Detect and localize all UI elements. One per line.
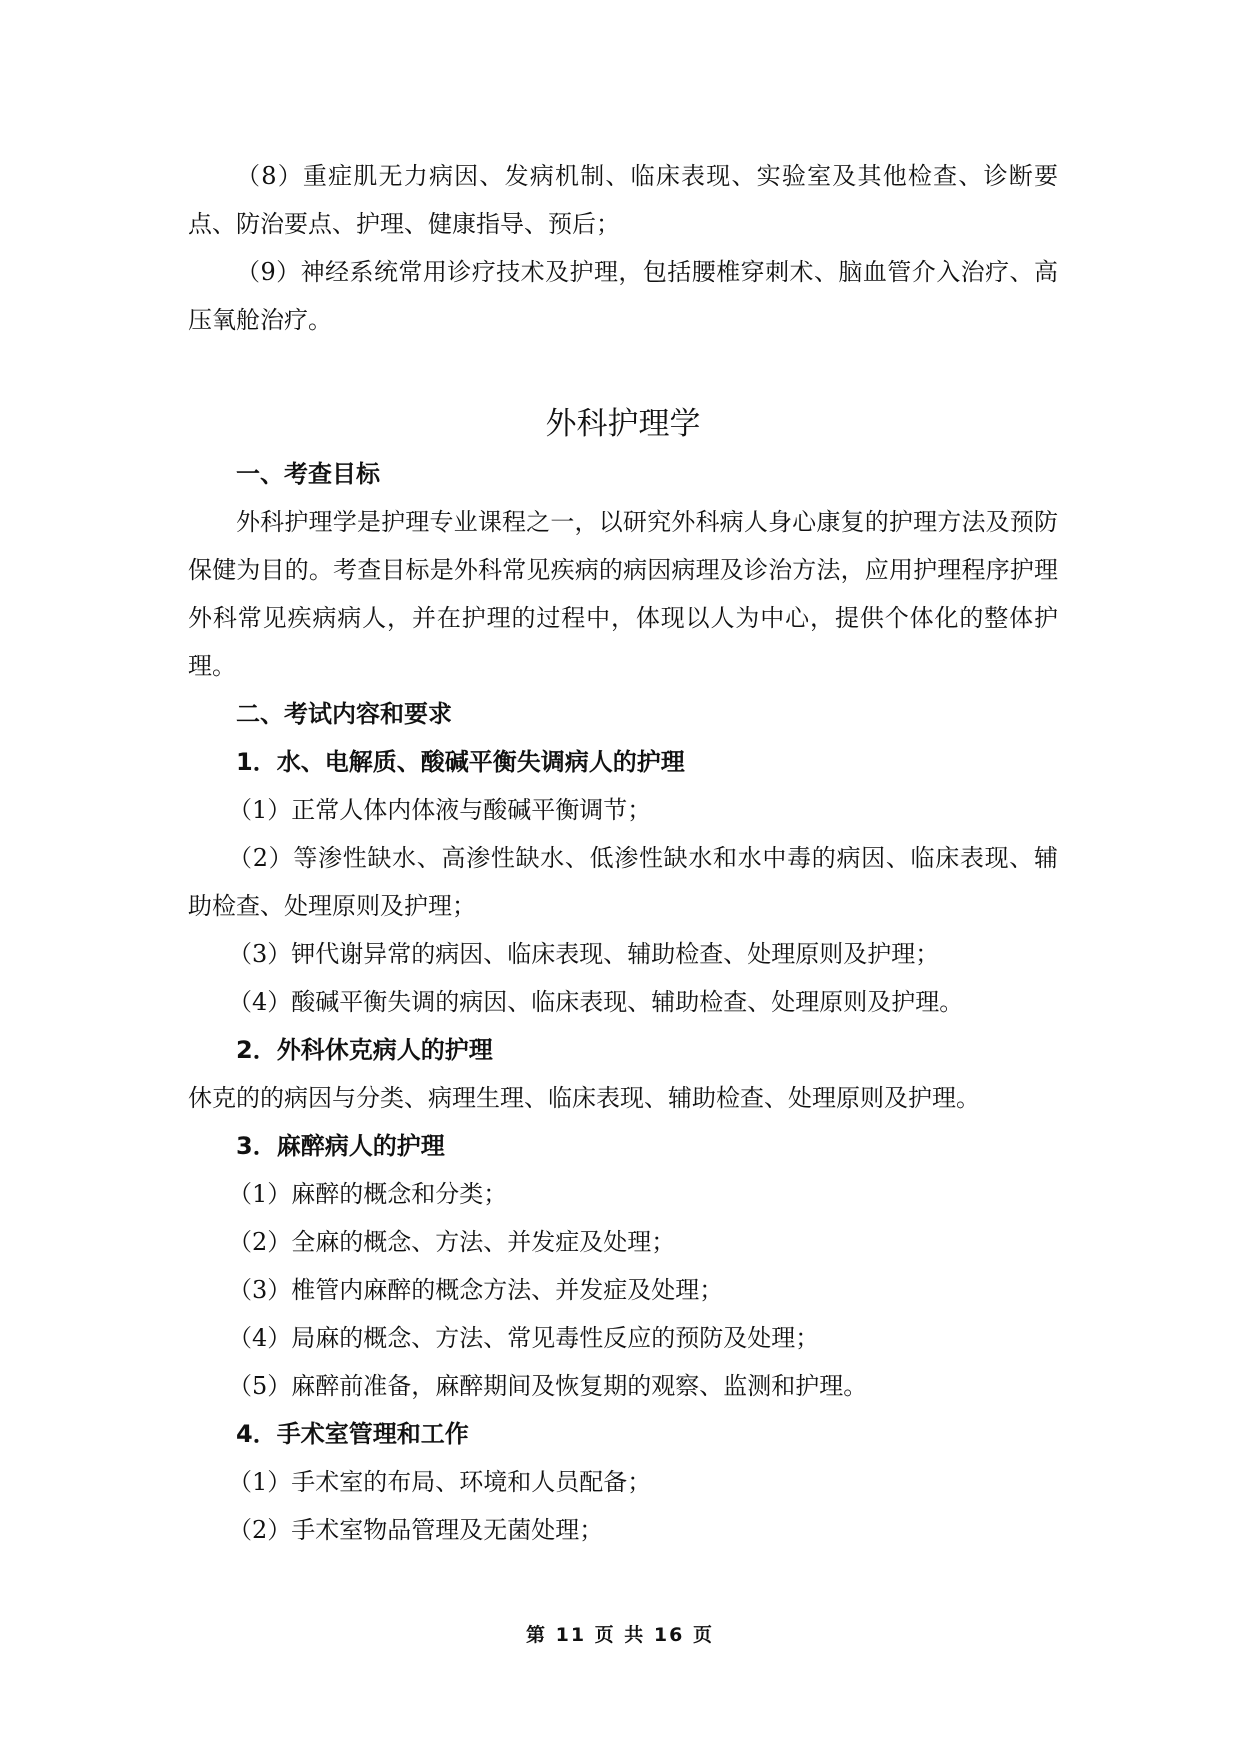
topic-1-heading: 1．水、电解质、酸碱平衡失调病人的护理	[236, 748, 685, 776]
topic-3-item-1: （1）麻醉的概念和分类；	[228, 1180, 508, 1208]
topic-3-item-3: （3）椎管内麻醉的概念方法、并发症及处理；	[228, 1276, 724, 1304]
topic-4-heading: 4．手术室管理和工作	[236, 1420, 469, 1448]
topic-3-item-5: （5）麻醉前准备，麻醉期间及恢复期的观察、监测和护理。	[228, 1372, 868, 1400]
content-heading: 二、考试内容和要求	[236, 700, 452, 728]
topic-3-item-4: （4）局麻的概念、方法、常见毒性反应的预防及处理；	[228, 1324, 820, 1352]
topic-2-text: 休克的的病因与分类、病理生理、临床表现、辅助检查、处理原则及护理。	[188, 1084, 980, 1112]
topic-3-item-2: （2）全麻的概念、方法、并发症及处理；	[228, 1228, 676, 1256]
topic-1-item-4: （4）酸碱平衡失调的病因、临床表现、辅助检查、处理原则及护理。	[228, 988, 964, 1016]
topic-1-item-2: （2）等渗性缺水、高渗性缺水、低渗性缺水和水中毒的病因、临床表现、辅助检查、处理原则及护理；	[188, 844, 1058, 920]
intro-item-9: （9）神经系统常用诊疗技术及护理，包括腰椎穿刺术、脑血管介入治疗、高压氧舱治疗。	[188, 258, 1058, 334]
topic-2-heading: 2．外科休克病人的护理	[236, 1036, 493, 1064]
goal-text: 外科护理学是护理专业课程之一，以研究外科病人身心康复的护理方法及预防保健为目的。考查目标是外科常见疾病的病因病理及诊治方法，应用护理程序护理外科常见疾病病人，并在护理的过程中，体现以人为中心，提供个体化的整体护理。	[188, 508, 1058, 680]
page-footer: 第 11 页 共 16 页	[526, 1624, 714, 1646]
goal-heading: 一、考查目标	[236, 460, 380, 488]
topic-4-item-1: （1）手术室的布局、环境和人员配备；	[228, 1468, 652, 1496]
topic-1-item-1: （1）正常人体内体液与酸碱平衡调节；	[228, 796, 652, 824]
topic-1-item-3: （3）钾代谢异常的病因、临床表现、辅助检查、处理原则及护理；	[228, 940, 940, 968]
topic-3-heading: 3．麻醉病人的护理	[236, 1132, 445, 1160]
page-content	[188, 152, 1058, 1554]
topic-4-item-2: （2）手术室物品管理及无菌处理；	[228, 1516, 604, 1544]
intro-item-8: （8）重症肌无力病因、发病机制、临床表现、实验室及其他检查、诊断要点、防治要点、护理、健康指导、预后；	[188, 162, 1058, 238]
section-title: 外科护理学	[545, 406, 701, 442]
